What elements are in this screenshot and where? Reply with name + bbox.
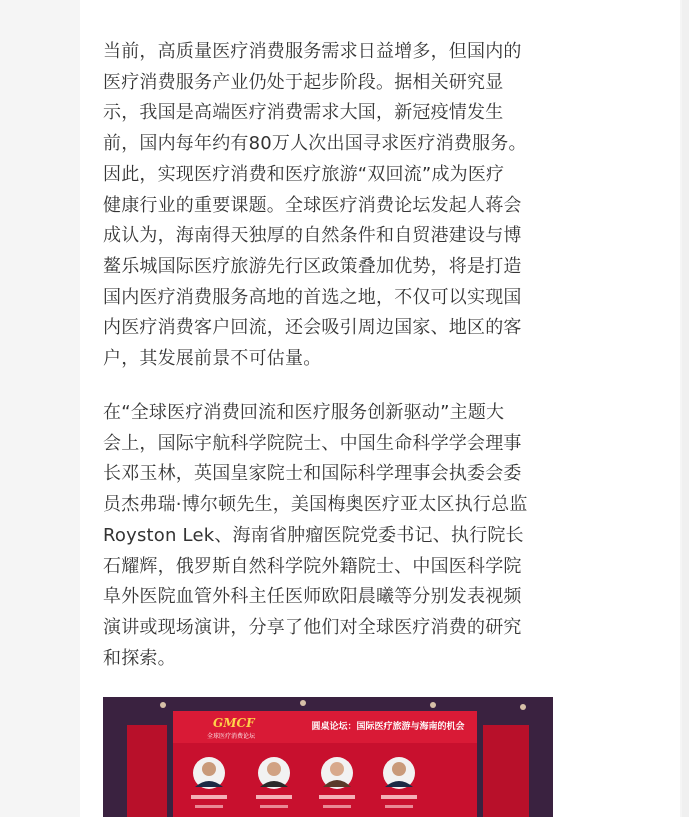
text-line: 演讲或现场演讲，分享了他们对全球医疗消费的研究 (103, 616, 522, 638)
forum-logo-sub: 全球医疗消费论坛 (207, 733, 256, 740)
text-line: 医疗消费服务产业仍处于起步阶段。据相关研究显 (103, 71, 504, 93)
caption-bar (385, 805, 413, 808)
text-line: 当前，高质量医疗消费服务需求日益增多，但国内的 (103, 41, 522, 62)
text-line: 鳌乐城国际医疗旅游先行区政策叠加优势，将是打造 (103, 255, 522, 277)
speaker-portrait (258, 757, 290, 789)
text-line: 阜外医院血管外科主任医师欧阳晨曦等分别发表视频 (103, 586, 522, 608)
article-paragraph-2 (103, 398, 555, 674)
caption-bar (319, 795, 355, 799)
text-line: 户，其发展前景不可估量。 (103, 348, 322, 370)
caption-bar (195, 805, 223, 808)
text-line: 会上，国际宇航科学院院士、中国生命科学学会理事 (103, 432, 522, 454)
caption-bar (381, 795, 417, 799)
text-line: 示，我国是高端医疗消费需求大国，新冠疫情发生 (103, 102, 504, 124)
scrollbar-track[interactable] (682, 0, 689, 817)
text-line: 内医疗消费客户回流，还会吸引周边国家、地区的客 (103, 317, 522, 339)
stage-light (160, 702, 166, 708)
text-line: Royston Lek、海南省肿瘤医院党委书记、执行院长 (103, 524, 524, 546)
text-line: 成认为，海南得天独厚的自然条件和自贸港建设与博 (103, 225, 522, 247)
text-line: 石耀辉，俄罗斯自然科学院外籍院士、中国医科学院 (103, 555, 522, 577)
stage-light (300, 700, 306, 706)
caption-bar (191, 795, 227, 799)
text-line: 因此，实现医疗消费和医疗旅游“双回流”成为医疗 (103, 163, 505, 185)
text-line: 和探索。 (103, 647, 176, 669)
text-line: 健康行业的重要课题。全球医疗消费论坛发起人蒋会 (103, 194, 522, 216)
text-line: 在“全球医疗消费回流和医疗服务创新驱动”主题大 (103, 402, 505, 423)
speaker-portrait (321, 757, 353, 789)
caption-bar (323, 805, 351, 808)
article-paragraph-1 (103, 37, 555, 375)
stage-light (430, 702, 436, 708)
text-line: 员杰弗瑞·博尔顿先生，美国梅奥医疗亚太区执行总监 (103, 494, 528, 516)
forum-logo-text: GMCF (213, 716, 255, 730)
side-banner-left (127, 725, 167, 817)
stage-photo-graphic (103, 697, 553, 817)
text-line: 国内医疗消费服务高地的首选之地，不仅可以实现国 (103, 286, 522, 308)
stage-light (520, 704, 526, 710)
text-line: 长邓玉林，英国皇家院士和国际科学理事会执委会委 (103, 463, 522, 485)
forum-stage-photo (103, 697, 553, 817)
banner-title: 圆桌论坛：国际医疗旅游与海南的机会 (311, 722, 465, 732)
speaker-portrait (193, 757, 225, 789)
side-banner-right (483, 725, 529, 817)
caption-bar (256, 795, 292, 799)
speaker-portrait (383, 757, 415, 789)
text-line: 前，国内每年约有80万人次出国寻求医疗消费服务。 (103, 133, 527, 155)
caption-bar (260, 805, 288, 808)
